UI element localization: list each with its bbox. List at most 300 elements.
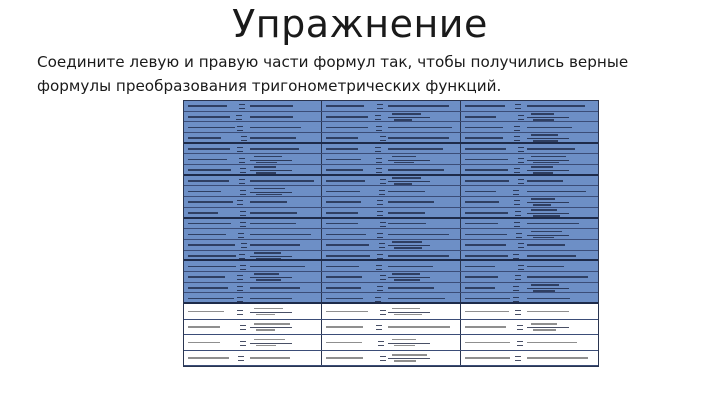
formula-left-part [188, 244, 235, 246]
formula-cell [461, 144, 598, 154]
formula-cell [461, 112, 598, 122]
formula-right-part [250, 234, 311, 236]
formula-left-part [188, 298, 234, 300]
fraction-bar [250, 343, 292, 344]
formula-left-part [188, 169, 231, 171]
formula-left-part [465, 201, 499, 203]
formula-denominator [256, 345, 276, 347]
formula-denominator [533, 140, 558, 141]
formula-cell [322, 133, 460, 142]
equals-sign [376, 265, 382, 270]
formula-left-part [326, 148, 358, 150]
equals-sign [378, 341, 384, 346]
formula-left-part [465, 255, 508, 257]
fraction-bar [250, 256, 292, 257]
formula-row [184, 261, 598, 272]
formula-left-part [326, 244, 369, 246]
formula-cell [461, 176, 598, 186]
equals-sign [513, 190, 519, 195]
formula-left-part [326, 169, 362, 171]
formula-cell [184, 144, 322, 154]
equals-sign [241, 243, 247, 248]
formula-right-part [250, 287, 300, 289]
formula-left-part [326, 116, 368, 118]
equals-sign [239, 179, 245, 184]
formula-left-part [465, 234, 507, 236]
formula-cell [322, 335, 460, 350]
formula-left-part [188, 255, 236, 257]
formula-right-part [388, 105, 449, 107]
formula-left-part [326, 223, 357, 225]
equals-sign [514, 168, 520, 173]
formula-left-part [188, 159, 227, 161]
formula-cell [184, 251, 322, 260]
equals-sign [377, 104, 383, 109]
formula-denominator [394, 360, 415, 362]
formula-left-part [326, 326, 362, 328]
formula-cell [322, 240, 460, 250]
equals-sign [380, 222, 386, 227]
formula-row [184, 229, 598, 240]
formula-right-part [250, 244, 300, 246]
formula-cell [461, 240, 598, 250]
formula-right-part [527, 148, 575, 150]
formula-right-part [388, 201, 434, 203]
formula-left-part [465, 148, 507, 150]
formula-cell [461, 261, 598, 271]
formula-numerator [531, 231, 562, 233]
formula-cell [461, 197, 598, 207]
formula-left-part [465, 159, 509, 161]
fraction-bar [250, 327, 292, 328]
equals-sign [237, 200, 243, 205]
formula-left-part [188, 266, 236, 268]
fraction-bar [527, 202, 569, 203]
formula-left-part [326, 127, 368, 129]
formula-right-part [250, 212, 297, 214]
formula-numerator [392, 308, 419, 310]
formula-cell [322, 304, 460, 319]
formula-left-part [188, 357, 229, 359]
formula-left-part [326, 234, 366, 236]
formula-right-part [250, 127, 301, 129]
formula-cell [184, 154, 322, 164]
formula-numerator [531, 113, 555, 115]
formula-denominator [394, 345, 415, 347]
formula-left-part [188, 276, 225, 278]
formula-cell [322, 197, 460, 207]
formula-numerator [531, 156, 566, 158]
equals-sign [515, 310, 521, 315]
formula-denominator [533, 290, 556, 292]
formula-left-part [188, 148, 230, 150]
formula-cell [184, 101, 322, 111]
formula-left-part [188, 201, 233, 203]
formula-denominator [533, 215, 560, 216]
equals-sign [515, 211, 521, 216]
formula-left-part [188, 223, 231, 225]
formula-cell [184, 122, 322, 132]
formula-left-part [326, 255, 370, 257]
fraction-bar [527, 160, 569, 161]
formula-numerator [254, 339, 285, 341]
formula-numerator [254, 273, 279, 275]
formula-denominator [256, 314, 275, 316]
formula-right-part [388, 127, 452, 129]
equals-sign [514, 126, 520, 131]
formula-cell [461, 320, 598, 335]
formula-numerator [531, 166, 553, 168]
formula-numerator [254, 323, 290, 325]
formula-left-part [188, 105, 227, 107]
formula-denominator [394, 183, 412, 185]
formula-row-white [184, 320, 598, 336]
formula-right-part [388, 191, 425, 193]
formula-cell [322, 154, 460, 164]
formula-row [184, 101, 598, 112]
equals-sign [239, 158, 245, 163]
formula-right-part [527, 105, 585, 107]
formula-right-part [250, 266, 305, 268]
equals-sign [376, 325, 382, 330]
fraction-bar [250, 312, 292, 313]
formula-cell [322, 229, 460, 239]
formula-right-part [250, 201, 287, 203]
equals-sign [237, 275, 243, 280]
formula-left-part [326, 276, 361, 278]
formula-row [184, 240, 598, 251]
equals-sign [241, 136, 247, 141]
formula-cell [461, 165, 598, 174]
formula-right-part [250, 105, 293, 107]
formula-table [183, 100, 599, 367]
formula-cell [322, 351, 460, 366]
formula-row [184, 293, 598, 304]
formula-left-part [465, 212, 509, 214]
formula-row [184, 176, 598, 187]
fraction-bar [388, 343, 430, 344]
formula-numerator [531, 209, 558, 211]
formula-cell [184, 351, 322, 366]
formula-numerator [531, 198, 555, 200]
formula-right-part [250, 180, 314, 182]
formula-cell [461, 293, 598, 302]
formula-numerator [392, 113, 421, 115]
formula-denominator [533, 119, 554, 121]
formula-denominator [394, 314, 421, 316]
formula-cell [461, 229, 598, 239]
formula-denominator [394, 247, 422, 249]
formula-numerator [531, 323, 557, 325]
formula-right-part [527, 223, 580, 225]
equals-sign [240, 222, 246, 227]
formula-row [184, 219, 598, 230]
equals-sign [514, 222, 520, 227]
formula-left-part [465, 311, 509, 313]
formula-cell [322, 101, 460, 111]
formula-row [184, 197, 598, 208]
equals-sign [515, 275, 521, 280]
formula-left-part [465, 342, 510, 344]
formula-left-part [188, 311, 224, 313]
fraction-bar [527, 235, 569, 236]
formula-right-part [388, 287, 433, 289]
formula-denominator [256, 329, 275, 331]
formula-left-part [465, 266, 495, 268]
formula-cell [322, 320, 460, 335]
formula-cell [184, 176, 322, 186]
formula-right-part [388, 255, 449, 257]
formula-row-white [184, 351, 598, 367]
formula-left-part [188, 212, 218, 214]
fraction-bar [388, 312, 430, 313]
formula-right-part [250, 116, 293, 118]
formula-right-part [250, 223, 296, 225]
formula-cell [184, 293, 322, 302]
equals-sign [237, 310, 243, 315]
formula-left-part [465, 137, 503, 139]
formula-cell [461, 251, 598, 260]
fraction-bar [388, 277, 430, 278]
formula-row-white [184, 304, 598, 320]
formula-denominator [256, 279, 281, 281]
equals-sign [518, 243, 524, 248]
fraction-bar [388, 117, 430, 118]
formula-left-part [465, 244, 506, 246]
formula-right-part [527, 255, 576, 257]
formula-left-part [188, 234, 226, 236]
fraction-bar [527, 117, 569, 118]
fraction-bar [527, 327, 569, 328]
formula-cell [184, 186, 322, 196]
formula-right-part [250, 137, 296, 139]
equals-sign [240, 168, 246, 173]
formula-cell [184, 197, 322, 207]
formula-cell [322, 122, 460, 132]
formula-denominator [394, 119, 412, 121]
formula-numerator [392, 354, 427, 356]
formula-cell [184, 283, 322, 293]
formula-numerator [254, 252, 281, 254]
formula-right-part [388, 169, 443, 171]
formula-left-part [326, 357, 363, 359]
formula-left-part [326, 266, 359, 268]
formula-cell [461, 208, 598, 217]
formula-left-part [326, 180, 364, 182]
formula-right-part [388, 326, 450, 328]
formula-left-part [188, 180, 229, 182]
formula-left-part [465, 127, 503, 129]
formula-right-part [527, 191, 586, 193]
formula-numerator [254, 308, 283, 310]
formula-row [184, 251, 598, 262]
formula-cell [184, 335, 322, 350]
equals-sign [518, 147, 524, 152]
formula-left-part [465, 276, 498, 278]
formula-row [184, 186, 598, 197]
equals-sign [380, 275, 386, 280]
formula-cell [322, 165, 460, 174]
formula-row [184, 144, 598, 155]
equals-sign [380, 356, 386, 361]
formula-cell [322, 251, 460, 260]
formula-denominator [394, 279, 420, 281]
formula-numerator [254, 166, 276, 168]
fraction-bar [527, 213, 569, 214]
equals-sign [377, 233, 383, 238]
formula-row [184, 133, 598, 144]
formula-right-part [388, 137, 449, 139]
formula-cell [322, 293, 460, 302]
formula-left-part [465, 326, 506, 328]
equals-sign [518, 265, 524, 270]
formula-right-part [388, 234, 449, 236]
formula-denominator [256, 194, 282, 196]
formula-right-part [388, 223, 426, 225]
equals-sign [380, 310, 386, 315]
formula-right-part [388, 212, 424, 214]
equals-sign [240, 325, 246, 330]
equals-sign [518, 179, 524, 184]
formula-left-part [465, 180, 509, 182]
formula-right-part [527, 276, 588, 278]
formula-cell [322, 176, 460, 186]
equals-sign [377, 286, 383, 291]
formula-cell [461, 122, 598, 132]
formula-row [184, 112, 598, 123]
formula-cell [461, 219, 598, 229]
fraction-bar [250, 170, 292, 171]
formula-right-part [527, 266, 564, 268]
formula-denominator [256, 162, 277, 164]
formula-left-part [188, 287, 228, 289]
formula-right-part [527, 244, 565, 246]
formula-right-part [527, 127, 572, 129]
formula-right-part [527, 180, 564, 182]
formula-cell [184, 112, 322, 122]
formula-numerator [392, 177, 421, 179]
formula-numerator [392, 241, 422, 243]
formula-cell [184, 229, 322, 239]
formula-cell [184, 261, 322, 271]
fraction-bar [527, 288, 569, 289]
fraction-bar [250, 192, 292, 193]
equals-sign [240, 190, 246, 195]
formula-row [184, 165, 598, 176]
formula-left-part [326, 201, 361, 203]
equals-sign [237, 147, 243, 152]
formula-cell [184, 133, 322, 142]
equals-sign [237, 297, 243, 302]
formula-left-part [465, 105, 506, 107]
equals-sign [518, 158, 524, 163]
formula-cell [322, 272, 460, 282]
formula-cell [184, 219, 322, 229]
equals-sign [380, 136, 386, 141]
formula-row [184, 208, 598, 219]
formula-left-part [326, 342, 362, 344]
equals-sign [513, 286, 519, 291]
formula-row [184, 154, 598, 165]
formula-right-part [388, 148, 443, 150]
formula-numerator [392, 156, 416, 158]
equals-sign [516, 233, 522, 238]
formula-cell [461, 272, 598, 282]
equals-sign [240, 265, 246, 270]
fraction-bar [527, 138, 569, 139]
slide-title: Упражнение [232, 2, 488, 46]
equals-sign [239, 104, 245, 109]
formula-right-part [250, 298, 292, 300]
formula-row [184, 283, 598, 294]
fraction-bar [250, 277, 292, 278]
formula-row [184, 122, 598, 133]
formula-cell [461, 335, 598, 350]
equals-sign [376, 158, 382, 163]
formula-cell [322, 112, 460, 122]
equals-sign [240, 341, 246, 346]
formula-left-part [465, 357, 511, 359]
equals-sign [514, 136, 520, 141]
equals-sign [517, 325, 523, 330]
formula-cell [322, 261, 460, 271]
formula-left-part [188, 127, 235, 129]
formula-cell [184, 165, 322, 174]
formula-cell [461, 133, 598, 142]
formula-cell [461, 351, 598, 366]
equals-sign [380, 179, 386, 184]
formula-left-part [465, 169, 508, 171]
formula-left-part [326, 298, 363, 300]
fraction-bar [388, 181, 430, 182]
formula-left-part [465, 298, 510, 300]
formula-numerator [531, 134, 559, 136]
fraction-bar [388, 245, 430, 246]
formula-numerator [254, 156, 282, 158]
formula-left-part [326, 212, 358, 214]
formula-right-part [250, 357, 290, 359]
formula-right-part [527, 311, 569, 313]
equals-sign [514, 200, 520, 205]
equals-sign [513, 297, 519, 302]
equals-sign [379, 243, 385, 248]
fraction-bar [388, 358, 430, 359]
equals-sign [517, 341, 523, 346]
formula-numerator [392, 273, 420, 275]
fraction-bar [388, 160, 430, 161]
formula-numerator [531, 284, 559, 286]
formula-cell [184, 320, 322, 335]
formula-cell [461, 304, 598, 319]
formula-row [184, 272, 598, 283]
formula-left-part [326, 137, 357, 139]
equals-sign [239, 254, 245, 259]
equals-sign [236, 115, 242, 120]
formula-denominator [394, 162, 413, 164]
formula-numerator [392, 339, 416, 341]
formula-right-part [527, 342, 578, 344]
formula-left-part [465, 223, 498, 225]
formula-left-part [465, 287, 495, 289]
formula-cell [461, 154, 598, 164]
formula-denominator [533, 162, 559, 164]
formula-denominator [533, 204, 551, 206]
equals-sign [375, 115, 381, 120]
formula-left-part [188, 116, 230, 118]
equals-sign [240, 211, 246, 216]
formula-cell [184, 304, 322, 319]
formula-left-part [326, 159, 361, 161]
